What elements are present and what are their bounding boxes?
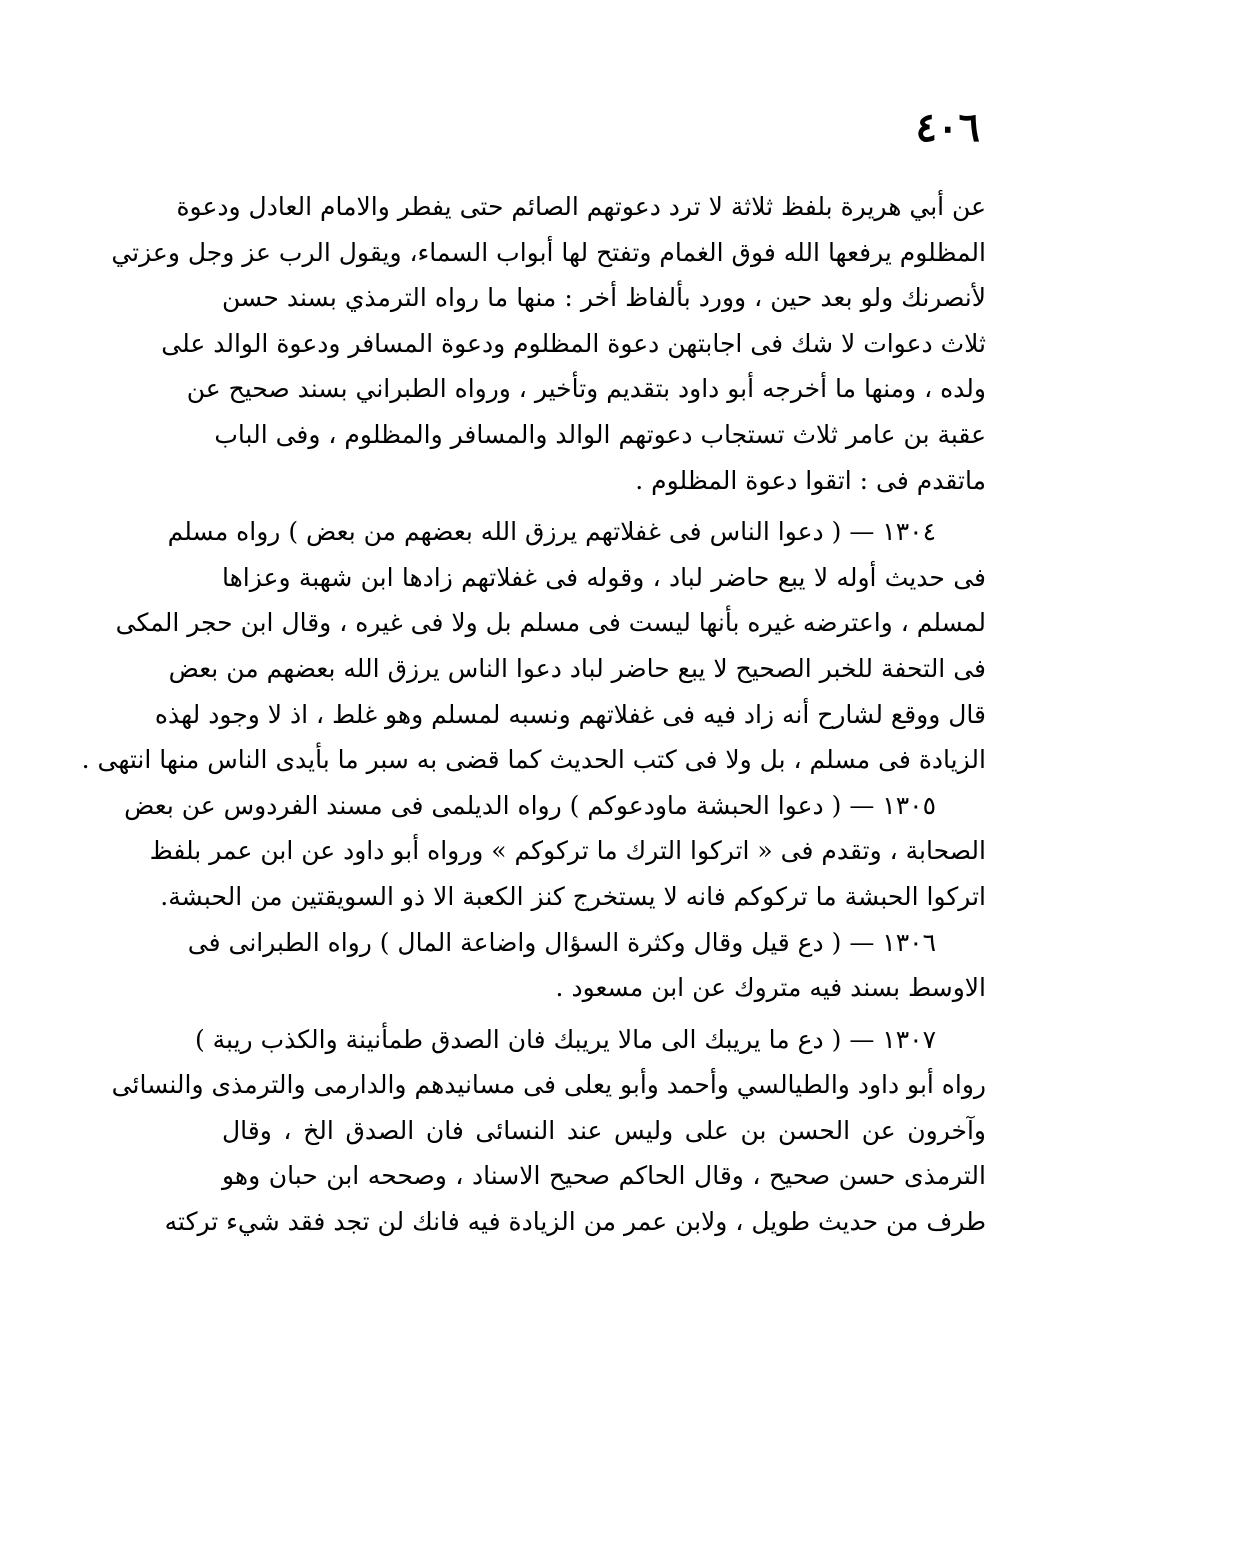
text-line: وآخرون عن الحسن بن على وليس عند النسائى فان الصدق الخ ، وقال — [222, 1115, 986, 1145]
page-number: ٤٠٦ — [915, 104, 980, 151]
entry-1306-line: ١٣٠٦ — ( دع قيل وقال وكثرة السؤال واضاعة المال ) رواه الطبرانى فى — [187, 927, 936, 957]
text-line: رواه أبو داود والطيالسي وأحمد وأبو يعلى فى مسانيدهم والدارمى والترمذى والنسائى — [111, 1070, 986, 1100]
text-line: الزيادة فى مسلم ، بل ولا فى كتب الحديث كما قضى به سبر ما بأيدى الناس منها انتهى . — [81, 745, 986, 775]
entry-1307-line: ١٣٠٧ — ( دع ما يريبك الى مالا يريبك فان الصدق طمأنينة والكذب ريبة ) — [194, 1024, 936, 1054]
text-line: ماتقدم فى : اتقوا دعوة المظلوم . — [635, 465, 986, 495]
text-line: الصحابة ، وتقدم فى « اتركوا الترك ما تركوكم » ورواه أبو داود عن ابن عمر بلفظ — [149, 836, 986, 866]
text-line: ولده ، ومنها ما أخرجه أبو داود بتقديم وتأخير ، ورواه الطبراني بسند صحيح عن — [186, 374, 986, 404]
text-line: اتركوا الحبشة ما تركوكم فانه لا يستخرج كنز الكعبة الا ذو السويقتين من الحبشة. — [160, 881, 986, 911]
entry-1304-line: ١٣٠٤ — ( دعوا الناس فى غفلاتهم يرزق الله بعضهم من بعض ) رواه مسلم — [167, 517, 936, 547]
text-line: الترمذى حسن صحيح ، وقال الحاكم صحيح الاسناد ، وصححه ابن حبان وهو — [222, 1161, 986, 1191]
text-line: فى حديث أوله لا يبع حاضر لباد ، وقوله فى غفلاتهم زادها ابن شهبة وعزاها — [222, 562, 986, 592]
text-line: عن أبي هريرة بلفظ ثلاثة لا ترد دعوتهم الصائم حتى يفطر والامام العادل ودعوة — [176, 192, 986, 221]
text-line: قال ووقع لشارح أنه زاد فيه فى غفلاتهم ونسبه لمسلم وهو غلط ، اذ لا وجود لهذه — [154, 699, 986, 729]
text-line: لمسلم ، واعترضه غيره بأنها ليست فى مسلم بل ولا فى غيره ، وقال ابن حجر المكى — [115, 608, 986, 638]
text-line: فى التحفة للخبر الصحيح لا يبع حاضر لباد دعوا الناس يرزق الله بعضهم من بعض — [168, 653, 986, 683]
text-line: لأنصرنك ولو بعد حين ، وورد بألفاظ أخر : منها ما رواه الترمذي بسند حسن — [222, 283, 986, 313]
text-line: المظلوم يرفعها الله فوق الغمام وتفتح لها أبواب السماء، ويقول الرب عز وجل وعزتي — [111, 237, 986, 267]
body-text — [81, 184, 986, 1245]
text-line: ثلاث دعوات لا شك فى اجابتهن دعوة المظلوم ودعوة المسافر ودعوة الوالد على — [161, 328, 986, 358]
entry-1305-line: ١٣٠٥ — ( دعوا الحبشة ماودعوكم ) رواه الديلمى فى مسند الفردوس عن بعض — [124, 790, 936, 820]
text-line: عقبة بن عامر ثلاث تستجاب دعوتهم الوالد والمسافر والمظلوم ، وفى الباب — [214, 419, 986, 449]
text-line: طرف من حديث طويل ، ولابن عمر من الزيادة فيه فانك لن تجد فقد شيء تركته — [164, 1207, 986, 1237]
text-line: الاوسط بسند فيه متروك عن ابن مسعود . — [555, 973, 986, 1003]
